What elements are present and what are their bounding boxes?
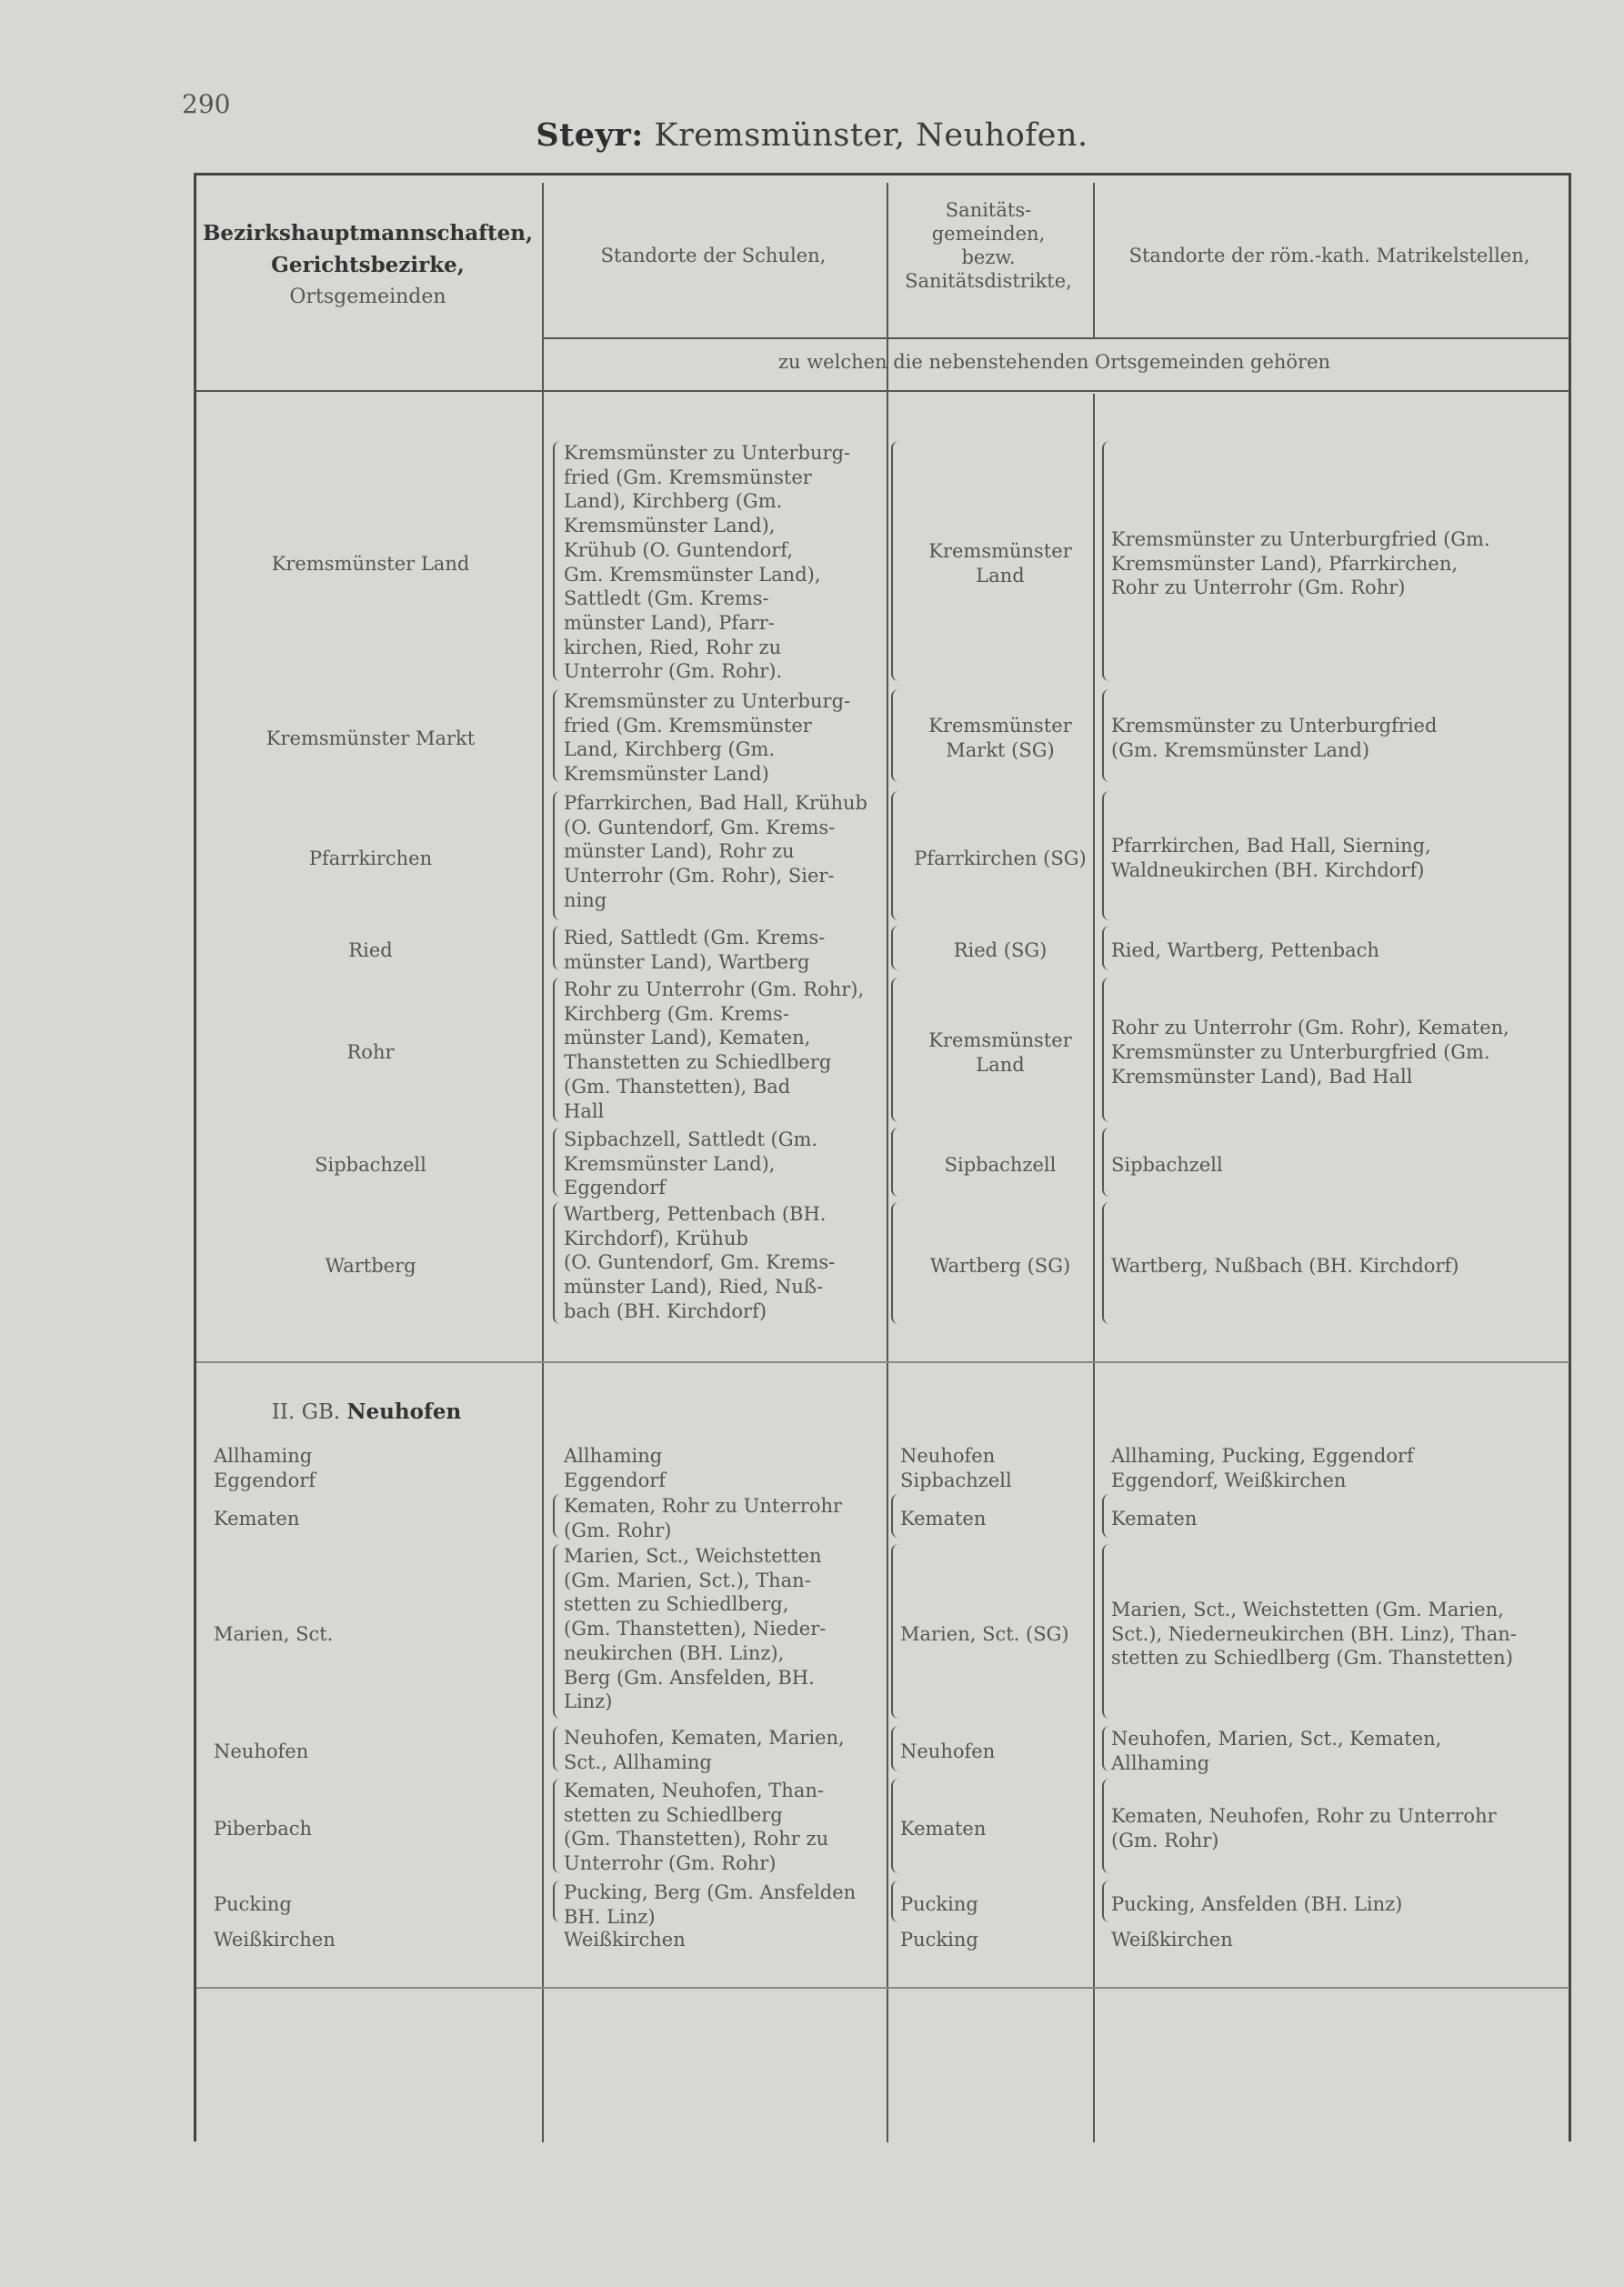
row-name: Marien, Sct.: [214, 1622, 334, 1645]
col1-header-line1: Bezirkshauptmannschaften,: [202, 221, 534, 246]
brace-schools: [553, 1128, 561, 1197]
brace-parishes: [1102, 1494, 1110, 1538]
column-rule-2: [887, 183, 888, 2142]
brace-sanitary: [891, 978, 899, 1122]
row-sanitary: Kremsmünster Land: [928, 540, 1072, 587]
brace-parishes: [1102, 441, 1110, 681]
row-parishes: Neuhofen, Marien, Sct., Kematen, Allhaming: [1111, 1728, 1442, 1774]
row-schools: Kematen, Neuhofen, Than- stetten zu Schiedlberg (Gm. Thanstetten), Rohr zu Unterrohr (Gm. Rohr): [564, 1780, 829, 1875]
row-parishes: Wartberg, Nußbach (BH. Kirchdorf): [1111, 1254, 1459, 1277]
row-parishes: Marien, Sct., Weichstetten (Gm. Marien, Sct.), Niederneukirchen (BH. Linz), Than- stetten zu Schiedlberg (Gm. Thanstetten): [1111, 1598, 1517, 1670]
brace-parishes: [1102, 1544, 1110, 1719]
title-region: Steyr:: [536, 116, 644, 154]
brace-sanitary: [891, 1202, 899, 1324]
row-parishes: Pfarrkirchen, Bad Hall, Sierning, Waldneukirchen (BH. Kirchdorf): [1111, 835, 1431, 881]
col3-header-line1: Sanitäts-: [945, 199, 1032, 221]
row-parishes: Kematen, Neuhofen, Rohr zu Unterrohr (Gm. Rohr): [1111, 1805, 1497, 1851]
brace-schools: [553, 926, 561, 970]
row-schools: Weißkirchen: [564, 1929, 686, 1951]
row-name: Kematen: [214, 1507, 300, 1530]
row-sanitary: Marien, Sct. (SG): [900, 1622, 1069, 1645]
row-parishes: Rohr zu Unterrohr (Gm. Rohr), Kematen, Kremsmünster zu Unterburgfried (Gm. Kremsmünster Land), Bad Hall: [1111, 1017, 1509, 1088]
header-sub-rule: [542, 337, 1569, 339]
brace-sanitary: [891, 689, 899, 782]
row-sanitary: Sipbachzell: [900, 1469, 1012, 1491]
col1-header-line3: Ortsgemeinden: [289, 286, 446, 308]
row-sanitary: Ried (SG): [953, 939, 1048, 962]
row-name: Ried: [348, 939, 393, 962]
row-sanitary: Kematen: [900, 1817, 987, 1840]
row-name: Neuhofen: [214, 1740, 309, 1762]
col2-header: Standorte der Schulen,: [600, 245, 827, 266]
col1-header-line2: Gerichtsbezirke,: [271, 253, 465, 277]
brace-schools: [553, 1881, 561, 1922]
row-schools: Rohr zu Unterrohr (Gm. Rohr), Kirchberg (Gm. Krems- münster Land), Kematen, Thanstetten zu Schiedlberg (Gm. Thanstetten), Bad Hall: [564, 978, 865, 1122]
row-parishes: Kremsmünster zu Unterburgfried (Gm. Kremsmünster Land): [1111, 715, 1438, 761]
brace-sanitary: [891, 441, 899, 681]
row-name: Kremsmünster Land: [271, 552, 470, 575]
group-name: Neuhofen: [346, 1399, 462, 1424]
row-parishes: Allhaming, Pucking, Eggendorf: [1111, 1445, 1414, 1467]
row-sanitary: Kremsmünster Land: [928, 1028, 1072, 1076]
col3-header-line2: gemeinden,: [931, 223, 1046, 245]
row-parishes: Eggendorf, Weißkirchen: [1111, 1469, 1347, 1491]
brace-schools: [553, 441, 561, 681]
row-schools: Marien, Sct., Weichstetten (Gm. Marien, Sct.), Than- stetten zu Schiedlberg, (Gm. Thanstetten), Nieder- neukirchen (BH. Linz), Berg (Gm. Ansfelden, BH. Linz): [564, 1545, 827, 1713]
row-schools: Allhaming: [564, 1445, 663, 1467]
row-name: Piberbach: [214, 1817, 313, 1840]
row-parishes: Sipbachzell: [1111, 1153, 1223, 1176]
brace-parishes: [1102, 689, 1110, 782]
row-sanitary: Neuhofen: [900, 1445, 996, 1467]
row-name: Weißkirchen: [214, 1929, 336, 1951]
row-name: Sipbachzell: [315, 1153, 426, 1176]
row-sanitary: Pucking: [900, 1892, 978, 1915]
brace-parishes: [1102, 791, 1110, 920]
row-parishes: Kematen: [1111, 1507, 1198, 1530]
row-parishes: Ried, Wartberg, Pettenbach: [1111, 939, 1379, 962]
row-sanitary: Pucking: [900, 1929, 978, 1951]
brace-schools: [553, 1544, 561, 1719]
row-schools: Kremsmünster zu Unterburg- fried (Gm. Kremsmünster Land), Kirchberg (Gm. Kremsmünster Land), Krühub (O. Guntendorf, Gm. Kremsmünster Land), Sattledt (Gm. Krems- münster Land), Pfarr- kirchen, Ried, Rohr zu Unterrohr (Gm. Rohr).: [564, 442, 851, 683]
row-parishes: Kremsmünster zu Unterburgfried (Gm. Kremsmünster Land), Pfarrkirchen, Rohr zu Unterrohr (Gm. Rohr): [1111, 527, 1490, 599]
page-number: 290: [182, 89, 231, 119]
col3-header: [887, 198, 1090, 293]
row-schools: Neuhofen, Kematen, Marien, Sct., Allhaming: [564, 1727, 845, 1773]
brace-sanitary: [891, 1726, 899, 1771]
col1-header: [198, 218, 537, 313]
row-sanitary: Pfarrkirchen (SG): [914, 847, 1087, 869]
row-sanitary: Wartberg (SG): [929, 1254, 1071, 1277]
col3-header-line3: bezw.: [961, 246, 1016, 268]
row-name: Pfarrkirchen: [308, 847, 433, 869]
row-sanitary: Kematen: [900, 1507, 987, 1530]
brace-sanitary: [891, 1881, 899, 1922]
row-schools: Eggendorf: [564, 1469, 667, 1491]
header-subline: zu welchen die nebenstehenden Ortsgemeinden gehören: [777, 351, 1331, 373]
brace-parishes: [1102, 1881, 1110, 1922]
group-prefix: II. GB.: [271, 1400, 341, 1424]
row-name: Eggendorf: [214, 1469, 316, 1491]
brace-schools: [553, 1779, 561, 1873]
row-name: Pucking: [214, 1892, 292, 1915]
row-schools: Pfarrkirchen, Bad Hall, Krühub (O. Guntendorf, Gm. Krems- münster Land), Rohr zu Unterrohr (Gm. Rohr), Sier- ning: [564, 792, 868, 911]
row-schools: Wartberg, Pettenbach (BH. Kirchdorf), Krühub (O. Guntendorf, Gm. Krems- münster Land), Ried, Nuß- bach (BH. Kirchdorf): [564, 1203, 836, 1322]
brace-schools: [553, 1726, 561, 1771]
row-name: Allhaming: [214, 1445, 313, 1467]
brace-parishes: [1102, 1202, 1110, 1324]
brace-schools: [553, 978, 561, 1122]
brace-parishes: [1102, 926, 1110, 970]
brace-schools: [553, 1202, 561, 1324]
brace-sanitary: [891, 926, 899, 970]
row-sanitary: Neuhofen: [900, 1740, 996, 1762]
end-rule: [196, 1987, 1569, 1989]
row-parishes: Pucking, Ansfelden (BH. Linz): [1111, 1892, 1403, 1915]
brace-schools: [553, 791, 561, 920]
brace-schools: [553, 1494, 561, 1538]
brace-sanitary: [891, 1779, 899, 1873]
col3-header-line4: Sanitätsdistrikte,: [905, 270, 1072, 292]
row-schools: Ried, Sattledt (Gm. Krems- münster Land), Wartberg: [564, 927, 826, 973]
brace-sanitary: [891, 1128, 899, 1197]
row-sanitary: Sipbachzell: [944, 1153, 1057, 1176]
col4-header: Standorte der röm.-kath. Matrikelstellen,: [1128, 245, 1530, 266]
brace-parishes: [1102, 978, 1110, 1122]
brace-parishes: [1102, 1779, 1110, 1873]
brace-schools: [553, 689, 561, 782]
row-sanitary: Kremsmünster Markt (SG): [928, 715, 1072, 761]
row-name: Kremsmünster Markt: [266, 727, 476, 749]
group-heading: [194, 1400, 539, 1425]
brace-sanitary: [891, 1494, 899, 1538]
row-parishes: Weißkirchen: [1111, 1929, 1233, 1951]
brace-parishes: [1102, 1128, 1110, 1197]
row-schools: Pucking, Berg (Gm. Ansfelden BH. Linz): [564, 1881, 857, 1928]
brace-sanitary: [891, 1544, 899, 1719]
row-schools: Kremsmünster zu Unterburg- fried (Gm. Kremsmünster Land, Kirchberg (Gm. Kremsmünster Land): [564, 690, 851, 786]
row-name: Rohr: [346, 1041, 395, 1064]
row-name: Wartberg: [325, 1254, 416, 1277]
brace-parishes: [1102, 1726, 1110, 1771]
column-rule-1: [542, 183, 544, 2142]
page-title: [0, 116, 1624, 154]
row-schools: Kematen, Rohr zu Unterrohr (Gm. Rohr): [564, 1495, 843, 1541]
brace-sanitary: [891, 791, 899, 920]
title-places: Kremsmünster, Neuhofen.: [654, 117, 1088, 154]
section-rule: [196, 1361, 1569, 1363]
row-schools: Sipbachzell, Sattledt (Gm. Kremsmünster Land), Eggendorf: [564, 1128, 818, 1199]
header-bottom-rule: [196, 390, 1569, 392]
